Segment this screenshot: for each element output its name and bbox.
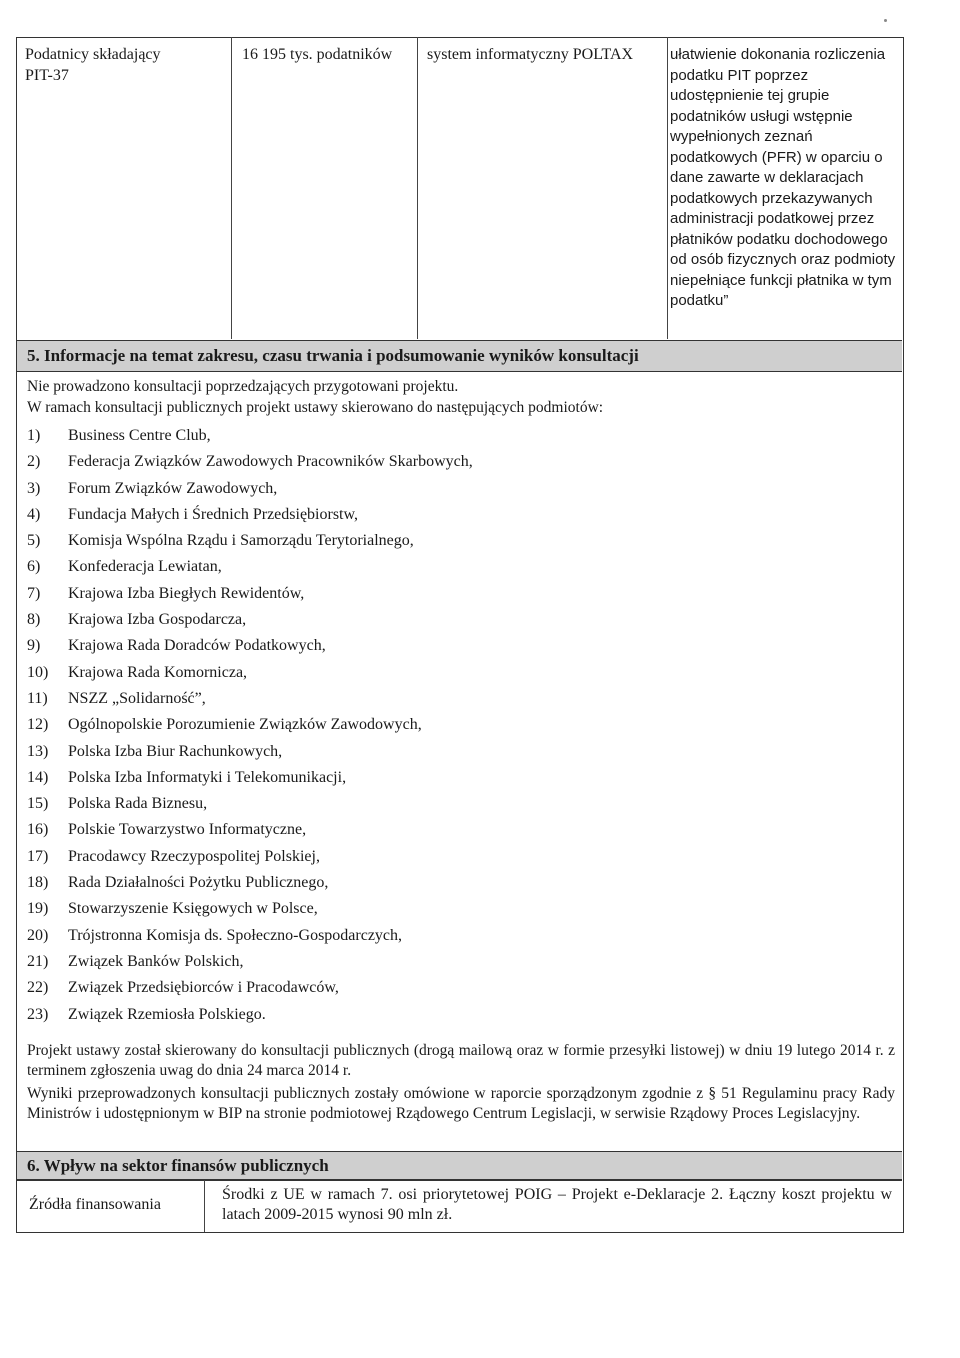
list-item-text: NSZZ „Solidarność”, (68, 689, 206, 707)
list-item-text: Trójstronna Komisja ds. Społeczno-Gospodarczych, (68, 926, 403, 944)
list-item-number: 4) (27, 505, 41, 523)
list-item-text: Pracodawcy Rzeczypospolitej Polskiej, (68, 847, 320, 865)
list-item-text: Polska Izba Biur Rachunkowych, (68, 742, 283, 760)
scan-speck (884, 19, 887, 22)
list-item-number: 19) (27, 900, 49, 918)
list-item-number: 11) (27, 689, 48, 707)
system-cell: system informatyczny POLTAX (427, 46, 634, 63)
list-item (27, 791, 473, 817)
list-item-text: Polska Rada Biznesu, (68, 795, 208, 813)
list-item (27, 949, 473, 975)
taxpayer-table (16, 37, 902, 339)
list-item (27, 423, 473, 449)
list-item-number: 3) (27, 479, 41, 497)
list-item-number: 2) (27, 453, 41, 471)
list-item (27, 607, 473, 633)
list-item-number: 10) (27, 663, 49, 681)
list-item-text: Polskie Towarzystwo Informatyczne, (68, 821, 307, 839)
list-item (27, 581, 473, 607)
consulted-entities-list (27, 423, 473, 1028)
list-item-text: Związek Rzemiosła Polskiego. (68, 1005, 266, 1023)
section5-title: 5. Informacje na temat zakresu, czasu trwania i podsumowanie wyników konsultacji (27, 346, 639, 365)
list-item-text: Krajowa Rada Komornicza, (68, 663, 248, 681)
list-item (27, 712, 473, 738)
list-item-number: 7) (27, 584, 41, 602)
list-item-text: Związek Przedsiębiorców i Pracodawców, (68, 979, 339, 997)
list-item-number: 18) (27, 874, 49, 892)
purpose-cell: ułatwienie dokonania rozliczenia podatku PIT poprzez udostępnienie tej grupie podatników usługi wstępnie wypełnionych zeznań podatkowych (PFR) w oparciu o dane zawarte w deklaracjach podatkowych przekazywanych administracji podatkowej przez płatników podatku dochodowego od osób fizycznych oraz podmioty niepełniące funkcji płatnika w tym podatku” (670, 46, 896, 309)
column-divider (204, 1180, 205, 1232)
section6-header (17, 1151, 902, 1181)
list-item (27, 923, 473, 949)
list-item (27, 844, 473, 870)
list-item-text: Rada Działalności Pożytku Publicznego, (68, 874, 329, 892)
consultation-results-text: Wyniki przeprowadzonych konsultacji publicznych zostały omówione w raporcie sporządzonym zgodnie z § 51 Regulaminu pracy Rady Ministrów i udostępnionym w BIP na stronie podmiotowej Rządowego Centrum Legislacji, w serwisie Rządowy Proces Legislacyjny. (27, 1085, 895, 1122)
list-item (27, 633, 473, 659)
list-item (27, 870, 473, 896)
list-item (27, 817, 473, 843)
list-item-number: 17) (27, 847, 49, 865)
list-item (27, 528, 473, 554)
list-item-number: 13) (27, 742, 49, 760)
list-item-text: Konfederacja Lewiatan, (68, 558, 222, 576)
list-item (27, 896, 473, 922)
list-item-number: 23) (27, 1005, 49, 1023)
list-item-text: Krajowa Izba Gospodarcza, (68, 611, 247, 629)
list-item (27, 686, 473, 712)
column-divider (667, 37, 668, 339)
list-item (27, 554, 473, 580)
list-item-number: 15) (27, 795, 49, 813)
taxpayer-count-cell: 16 195 tys. podatników (242, 46, 393, 63)
list-item-text: Krajowa Izba Biegłych Rewidentów, (68, 584, 305, 602)
list-item-number: 6) (27, 558, 41, 576)
list-item (27, 660, 473, 686)
list-item-text: Business Centre Club, (68, 427, 211, 444)
section6-title: 6. Wpływ na sektor finansów publicznych (27, 1156, 329, 1175)
list-item-number: 14) (27, 768, 49, 786)
financing-row (17, 1179, 902, 1232)
list-item (27, 476, 473, 502)
list-item-text: Forum Związków Zawodowych, (68, 479, 278, 497)
list-item (27, 502, 473, 528)
list-item-text: Polska Izba Informatyki i Telekomunikacji, (68, 768, 347, 786)
list-item (27, 739, 473, 765)
list-item-text: Stowarzyszenie Księgowych w Polsce, (68, 900, 318, 918)
list-item-number: 16) (27, 821, 49, 839)
list-item-number: 1) (27, 427, 41, 444)
list-item (27, 1002, 473, 1028)
list-item-text: Krajowa Rada Doradców Podatkowych, (68, 637, 326, 655)
column-divider (417, 37, 418, 339)
list-item-text: Związek Banków Polskich, (68, 952, 244, 970)
list-item-number: 9) (27, 637, 41, 655)
list-item-text: Komisja Wspólna Rządu i Samorządu Terytorialnego, (68, 532, 414, 550)
list-item-number: 12) (27, 716, 49, 734)
consultation-intro-text: W ramach konsultacji publicznych projekt ustawy skierowano do następujących podmiotów: (27, 399, 604, 416)
column-divider (231, 37, 232, 339)
list-item-number: 21) (27, 952, 49, 970)
list-item-text: Ogólnopolskie Porozumienie Związków Zawodowych, (68, 716, 422, 734)
taxpayer-group-cell: Podatnicy składający PIT-37 (25, 46, 161, 84)
list-item (27, 449, 473, 475)
list-item (27, 975, 473, 1001)
section5-header (17, 340, 902, 372)
financing-label: Źródła finansowania (29, 1196, 161, 1213)
list-item-number: 8) (27, 611, 41, 629)
list-item-text: Federacja Związków Zawodowych Pracowników Skarbowych, (68, 453, 473, 471)
list-item-number: 22) (27, 979, 49, 997)
consultation-date-text: Projekt ustawy został skierowany do konsultacji publicznych (drogą mailową oraz w formie przesyłki listowej) w dniu 19 lutego 2014 r. z terminem zgłoszenia uwag do dnia 24 marca 2014 r. (27, 1042, 895, 1079)
financing-text: Środki z UE w ramach 7. osi priorytetowej POIG – Projekt e-Deklaracje 2. Łączny koszt projektu w latach 2009-2015 wynosi 90 mln zł. (222, 1186, 892, 1223)
list-item-text: Fundacja Małych i Średnich Przedsiębiorstw, (68, 505, 359, 523)
list-item-number: 20) (27, 926, 49, 944)
list-item-number: 5) (27, 532, 41, 550)
list-item (27, 765, 473, 791)
no-preconsultation-text: Nie prowadzono konsultacji poprzedzających przygotowani projektu. (27, 378, 459, 395)
